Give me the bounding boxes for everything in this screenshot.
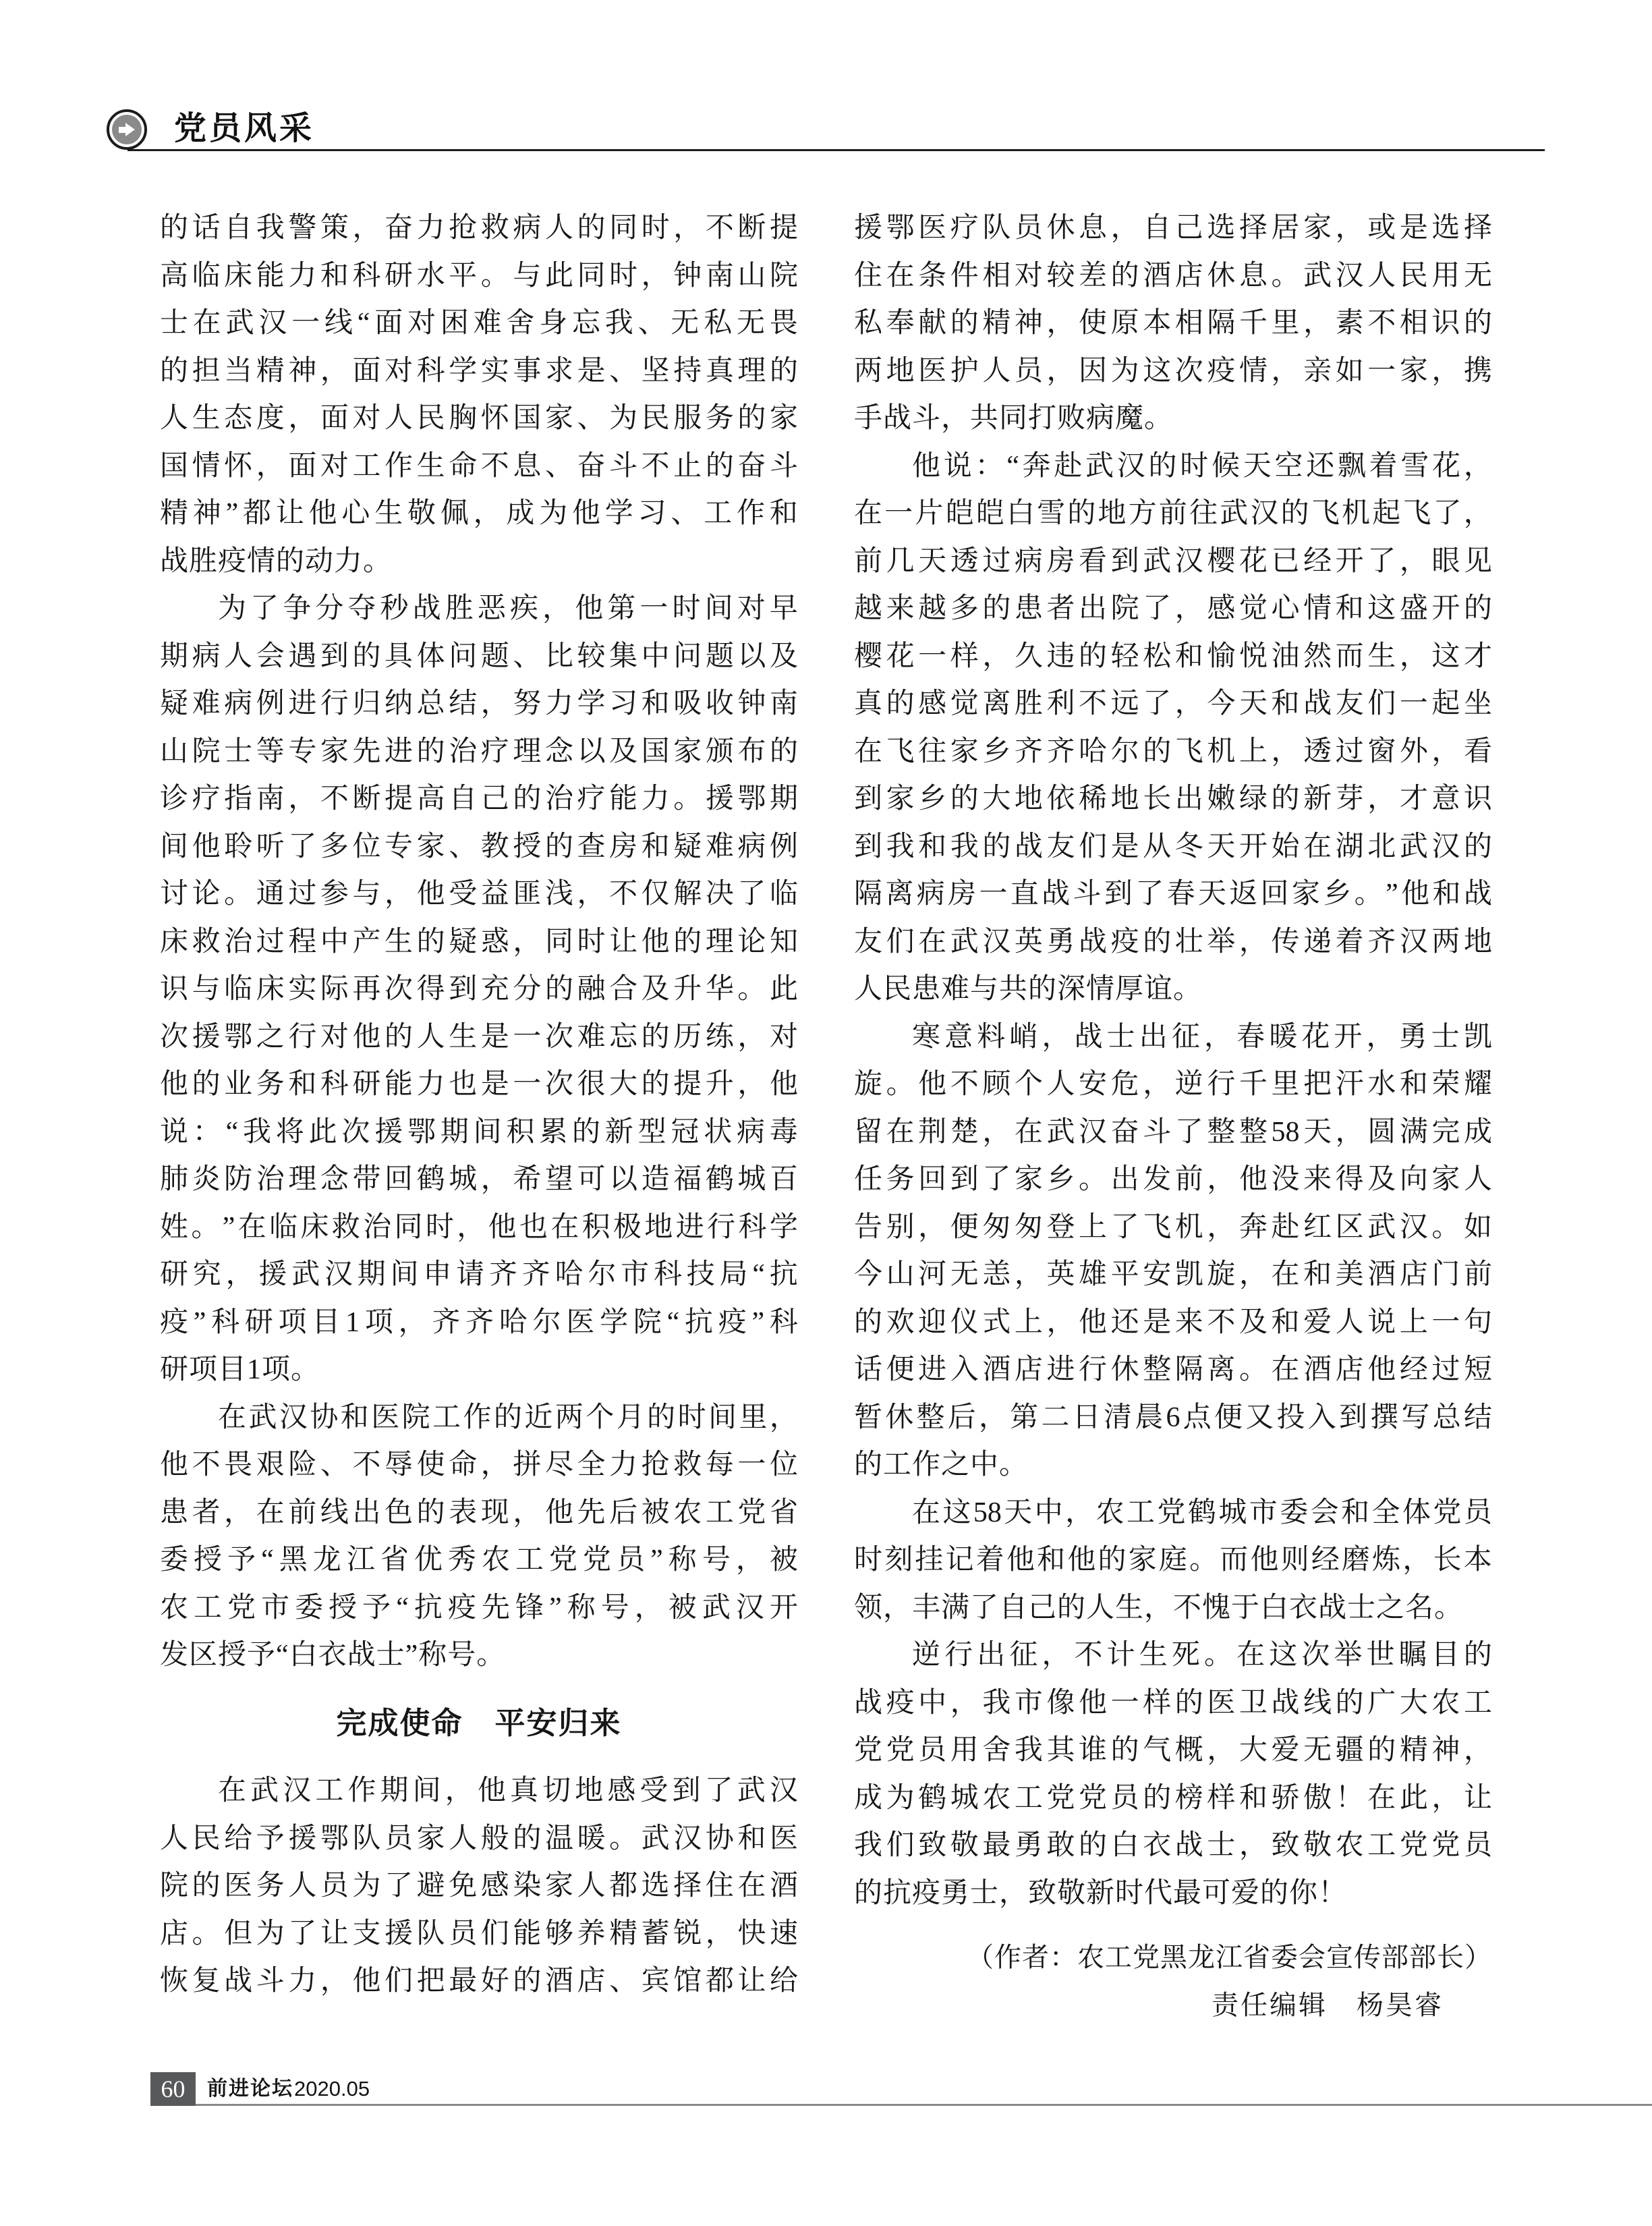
left-column	[160, 204, 798, 2005]
text-line: 院 的 医 务 人 员 为 了 避 免 感 染 家 人 都 选 择 住 在 酒	[160, 1870, 798, 1901]
text-line: 私 奉 献 的 精 神 ， 使 原 本 相 隔 千 里 ， 素 不 相 识 的	[854, 308, 1492, 339]
page-number-badge	[150, 2072, 196, 2106]
text-line: 疫 ” 科 研 项 目 1 项 ， 齐 齐 哈 尔 医 学 院 “ 抗 疫 ” 科	[160, 1306, 798, 1338]
text-line: 肺 炎 防 治 理 念 带 回 鹤 城 ， 希 望 可 以 造 福 鹤 城 百	[160, 1164, 798, 1195]
text-line: 在 武 汉 工 作 期 间 ， 他 真 切 地 感 受 到 了 武 汉	[218, 1775, 798, 1806]
text-line: 识 与 临 床 实 际 再 次 得 到 充 分 的 融 合 及 升 华 。 此	[160, 974, 798, 1005]
text-line: 次 援 鄂 之 行 对 他 的 人 生 是 一 次 难 忘 的 历 练 ， 对	[160, 1021, 798, 1053]
text-line: 在 飞 往 家 乡 齐 齐 哈 尔 的 飞 机 上 ， 透 过 窗 外 ， 看	[854, 735, 1492, 767]
text-line: 说 ： “ 我 将 此 次 援 鄂 期 间 积 累 的 新 型 冠 状 病 毒	[160, 1116, 798, 1148]
text-line: 委 授 予 “ 黑 龙 江 省 优 秀 农 工 党 党 员 ” 称 号 ， 被	[160, 1545, 798, 1576]
text-line: 领，丰满了自己的人生，不愧于白衣战士之名。	[854, 1592, 1464, 1623]
text-line: 战 疫 中 ， 我 市 像 他 一 样 的 医 卫 战 线 的 广 大 农 工	[854, 1687, 1492, 1719]
text-line: 诊 疗 指 南 ， 不 断 提 高 自 己 的 治 疗 能 力 。 援 鄂 期	[160, 783, 798, 814]
issue-label: 2020.05	[294, 2077, 370, 2100]
text-line: 发区授予“白衣战士”称号。	[160, 1640, 506, 1671]
text-line: 寒 意 料 峭 ， 战 士 出 征 ， 春 暖 花 开 ， 勇 士 凯	[912, 1021, 1492, 1053]
text-line: 的工作之中。	[854, 1449, 1029, 1480]
text-line: 到 我 和 我 的 战 友 们 是 从 冬 天 开 始 在 湖 北 武 汉 的	[854, 831, 1492, 862]
text-line: 在 武 汉 协 和 医 院 工 作 的 近 两 个 月 的 时 间 里 ，	[218, 1401, 798, 1433]
text-line: 的 欢 迎 仪 式 上 ， 他 还 是 来 不 及 和 爱 人 说 上 一 句	[854, 1306, 1492, 1338]
text-line: 留 在 荆 楚 ， 在 武 汉 奋 斗 了 整 整 58 天 ， 圆 满 完 成	[854, 1116, 1492, 1148]
text-line: 姓 。 ” 在 临 床 救 治 同 时 ， 他 也 在 积 极 地 进 行 科 学	[160, 1211, 798, 1243]
text-line: 樱 花 一 样 ， 久 违 的 轻 松 和 愉 悦 油 然 而 生 ， 这 才	[854, 640, 1492, 672]
text-line: 人民患难与共的深情厚谊。	[854, 974, 1203, 1005]
footer-divider	[196, 2104, 1652, 2106]
text-line: 逆 行 出 征 ， 不 计 生 死 。 在 这 次 举 世 瞩 目 的	[912, 1640, 1492, 1671]
text-line: 两 地 医 护 人 员 ， 因 为 这 次 疫 情 ， 亲 如 一 家 ， 携	[854, 355, 1492, 387]
text-line: 高 临 床 能 力 和 科 研 水 平 。 与 此 同 时 ， 钟 南 山 院	[160, 260, 798, 291]
text-line: 隔 离 病 房 一 直 战 斗 到 了 春 天 返 回 家 乡 。 ” 他 和 战	[854, 879, 1492, 910]
right-column	[854, 204, 1492, 2029]
text-line: 患 者 ， 在 前 线 出 色 的 表 现 ， 他 先 后 被 农 工 党 省	[160, 1497, 798, 1528]
text-line: 士 在 武 汉 一 线 “ 面 对 困 难 舍 身 忘 我 、 无 私 无 畏	[160, 308, 798, 339]
text-line: 的抗疫勇士，致敬新时代最可爱的你！	[854, 1877, 1348, 1909]
editor-credit: 责任编辑 杨昊睿	[1212, 1989, 1444, 2020]
text-line: 他 不 畏 艰 险 、 不 辱 使 命 ， 拼 尽 全 力 抢 救 每 一 位	[160, 1449, 798, 1480]
header-divider	[127, 149, 1545, 151]
text-line: 人 生 态 度 ， 面 对 人 民 胸 怀 国 家 、 为 民 服 务 的 家	[160, 403, 798, 434]
text-line: 农 工 党 市 委 授 予 “ 抗 疫 先 锋 ” 称 号 ， 被 武 汉 开	[160, 1592, 798, 1623]
text-line: 他 说 ： “ 奔 赴 武 汉 的 时 候 天 空 还 飘 着 雪 花 ，	[912, 450, 1492, 482]
text-line: 研 究 ， 援 武 汉 期 间 申 请 齐 齐 哈 尔 市 科 技 局 “ 抗	[160, 1259, 798, 1290]
text-line: 手战斗，共同打败病魔。	[854, 403, 1174, 434]
text-line: 的 担 当 精 神 ， 面 对 科 学 实 事 求 是 、 坚 持 真 理 的	[160, 355, 798, 387]
text-line: 到 家 乡 的 大 地 依 稀 地 长 出 嫩 绿 的 新 芽 ， 才 意 识	[854, 783, 1492, 814]
text-line: 间 他 聆 听 了 多 位 专 家 、 教 授 的 查 房 和 疑 难 病 例	[160, 831, 798, 862]
text-line: 话 便 进 入 酒 店 进 行 休 整 隔 离 。 在 酒 店 他 经 过 短	[854, 1354, 1492, 1385]
text-line: 精 神 ” 都 让 他 心 生 敬 佩 ， 成 为 他 学 习 、 工 作 和	[160, 498, 798, 529]
journal-title: 前进论坛	[207, 2078, 293, 2100]
text-line: 时 刻 挂 记 着 他 和 他 的 家 庭 。 而 他 则 经 磨 炼 ， 长 本	[854, 1545, 1492, 1576]
arrow-right-glyph	[112, 115, 142, 144]
text-line: 研项目1项。	[160, 1354, 320, 1385]
text-line: 暂 休 整 后 ， 第 二 日 清 晨 6 点 便 又 投 入 到 撰 写 总 结	[854, 1401, 1492, 1433]
text-line: 床 救 治 过 程 中 产 生 的 疑 惑 ， 同 时 让 他 的 理 论 知	[160, 926, 798, 957]
arrow-right-circle-icon	[107, 109, 147, 150]
author-credit: （作者：农工党黑龙江省委会宣传部部长）	[967, 1942, 1492, 1972]
text-line: 越 来 越 多 的 患 者 出 院 了 ， 感 觉 心 情 和 这 盛 开 的	[854, 593, 1492, 624]
text-line: 成 为 鹤 城 农 工 党 党 员 的 榜 样 和 骄 傲 ！ 在 此 ， 让	[854, 1782, 1492, 1814]
text-line: 期 病 人 会 遇 到 的 具 体 问 题 、 比 较 集 中 问 题 以 及	[160, 640, 798, 672]
text-line: 真 的 感 觉 离 胜 利 不 远 了 ， 今 天 和 战 友 们 一 起 坐	[854, 688, 1492, 719]
text-line: 疑 难 病 例 进 行 归 纳 总 结 ， 努 力 学 习 和 吸 收 钟 南	[160, 688, 798, 719]
text-line: 他 的 业 务 和 科 研 能 力 也 是 一 次 很 大 的 提 升 ， 他	[160, 1069, 798, 1100]
text-line: 讨 论 。 通 过 参 与 ， 他 受 益 匪 浅 ， 不 仅 解 决 了 临	[160, 879, 798, 910]
text-line: 在 这 58 天 中 ， 农 工 党 鹤 城 市 委 会 和 全 体 党 员	[912, 1497, 1492, 1528]
text-line: 战胜疫情的动力。	[160, 545, 393, 577]
text-line: 任 务 回 到 了 家 乡 。 出 发 前 ， 他 没 来 得 及 向 家 人	[854, 1164, 1492, 1195]
text-line: 为 了 争 分 夺 秒 战 胜 恶 疾 ， 他 第 一 时 间 对 早	[218, 593, 798, 624]
text-line: 今 山 河 无 恙 ， 英 雄 平 安 凯 旋 ， 在 和 美 酒 店 门 前	[854, 1259, 1492, 1290]
section-title: 党员风采	[174, 111, 315, 146]
text-line: 人 民 给 予 援 鄂 队 员 家 人 般 的 温 暖 。 武 汉 协 和 医	[160, 1822, 798, 1854]
text-line: 国 情 怀 ， 面 对 工 作 生 命 不 息 、 奋 斗 不 止 的 奋 斗	[160, 450, 798, 482]
section-heading: 完成使命 平安归来	[336, 1706, 622, 1740]
text-line: 恢 复 战 斗 力 ， 他 们 把 最 好 的 酒 店 、 宾 馆 都 让 给	[160, 1966, 798, 1997]
text-line: 住 在 条 件 相 对 较 差 的 酒 店 休 息 。 武 汉 人 民 用 无	[854, 260, 1492, 291]
text-line: 山 院 士 等 专 家 先 进 的 治 疗 理 念 以 及 国 家 颁 布 的	[160, 735, 798, 767]
text-line: 旋 。 他 不 顾 个 人 安 危 ， 逆 行 千 里 把 汗 水 和 荣 耀	[854, 1069, 1492, 1100]
text-line: 前 几 天 透 过 病 房 看 到 武 汉 樱 花 已 经 开 了 ， 眼 见	[854, 545, 1492, 577]
text-line: 的 话 自 我 警 策 ， 奋 力 抢 救 病 人 的 同 时 ， 不 断 提	[160, 213, 798, 244]
text-line: 告 别 ， 便 匆 匆 登 上 了 飞 机 ， 奔 赴 红 区 武 汉 。 如	[854, 1211, 1492, 1243]
text-line: 我 们 致 敬 最 勇 敢 的 白 衣 战 士 ， 致 敬 农 工 党 党 员	[854, 1830, 1492, 1861]
text-line: 店 。 但 为 了 让 支 援 队 员 们 能 够 养 精 蓄 锐 ， 快 速	[160, 1918, 798, 1949]
text-line: 在 一 片 皑 皑 白 雪 的 地 方 前 往 武 汉 的 飞 机 起 飞 了 ，	[854, 498, 1492, 529]
page-number: 60	[161, 2076, 186, 2103]
text-line: 友 们 在 武 汉 英 勇 战 疫 的 壮 举 ， 传 递 着 齐 汉 两 地	[854, 926, 1492, 957]
text-line: 党 党 员 用 舍 我 其 谁 的 气 概 ， 大 爱 无 疆 的 精 神 ，	[854, 1735, 1492, 1766]
text-line: 援 鄂 医 疗 队 员 休 息 ， 自 己 选 择 居 家 ， 或 是 选 择	[854, 213, 1492, 244]
